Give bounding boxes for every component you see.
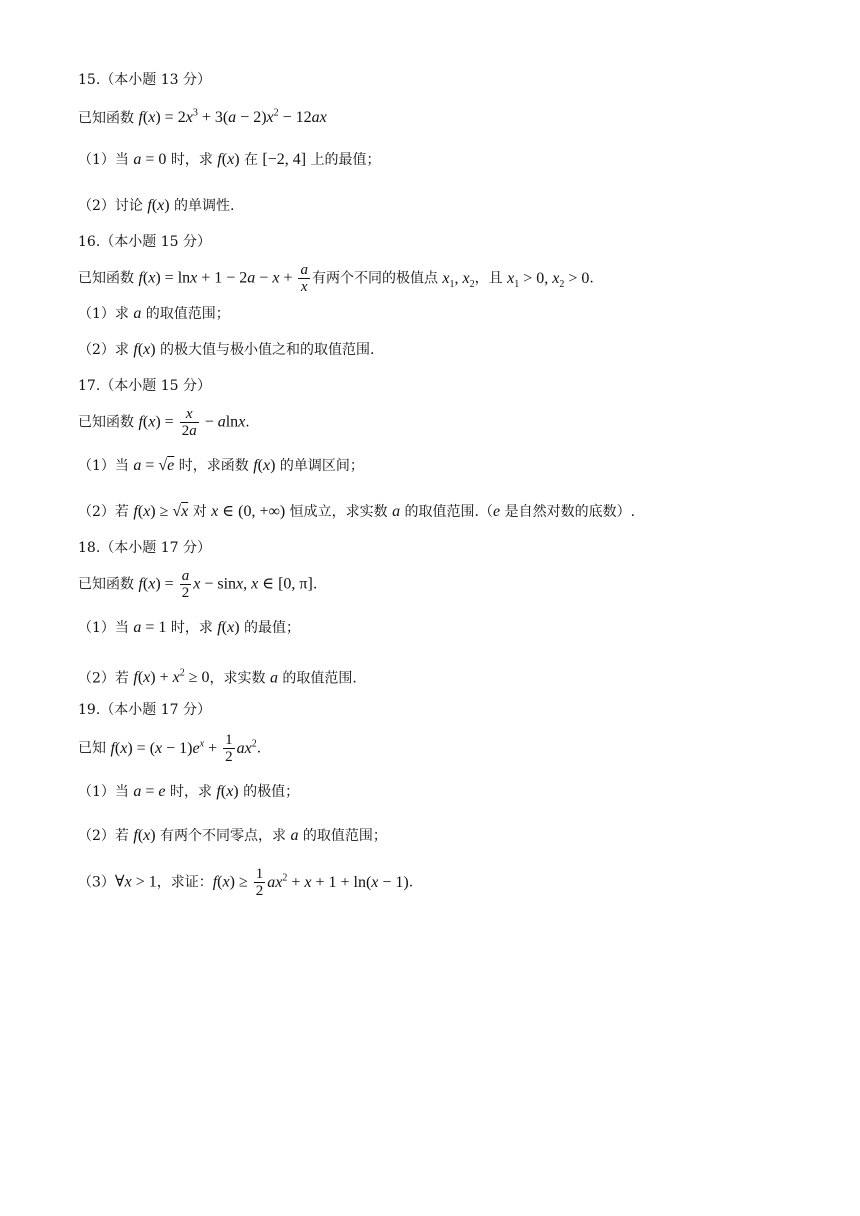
problem-18-part-1: （1）当 a = 1 时，求 f(x) 的最值； [78,619,300,636]
problem-16-header: 16.（本小题 15 分） [78,234,211,250]
problem-15-header: 15.（本小题 13 分） [78,72,211,88]
problem-15-part-1: （1）当 a = 0 时，求 f(x) 在 [−2, 4] 上的最值； [78,151,381,168]
problem-18-part-2: （2）若 $f(x) + x^2 \ge 0$，求实数 a 的取值范围. [78,668,357,687]
problem-18-stem: 已知函数 f(x) = $\frac{a}{2}$ x − sinx, x ∈ [0, π]. [78,568,318,601]
problem-16-part-2: （2）求 f(x) 的极大值与极小值之和的取值范围. [78,341,375,358]
problem-19-part-3: （3）∀x > 1，求证：f(x) ≥ $\frac{1}{2}$ $ax^2 + x + 1 + \ln(x - 1)$. [78,866,414,899]
problem-17-header: 17.（本小题 15 分） [78,378,211,394]
problem-15-stem: 已知函数 $f(x) = 2x^3 + 3(a - 2)x^2 - 12ax$ [78,108,327,127]
problem-16-stem: 已知函数 f(x) = lnx + 1 − 2a − x + $\frac{a}{x}$ 有两个不同的极值点 $x_1$, $x_2$，且 $x_1 > 0$, $x_2 > 0$. [78,262,594,295]
problem-19-part-2: （2）若 f(x) 有两个不同零点，求 a 的取值范围； [78,827,387,844]
problem-19-stem: 已知 $f(x) = (x - 1)e^x$ + $\frac{1}{2}$ $ax^2$. [78,732,262,765]
problem-19-part-1: （1）当 a = e 时，求 f(x) 的极值； [78,783,300,800]
problem-15-part-2: （2）讨论 f(x) 的单调性. [78,197,235,214]
problem-18-header: 18.（本小题 17 分） [78,540,211,556]
problem-17-part-2: （2）若 f(x) ≥ √x 对 x ∈ (0, +∞) 恒成立，求实数 a 的取值范围.（e 是自然对数的底数）. [78,503,636,520]
problem-16-part-1: （1）求 a 的取值范围； [78,305,230,322]
problem-15-stem-text: 已知函数 [78,110,139,127]
problem-17-part-1: （1）当 a = √e 时，求函数 f(x) 的单调区间； [78,457,364,474]
problem-19-header: 19.（本小题 17 分） [78,702,211,718]
problem-17-stem: 已知函数 f(x) = $\frac{x}{2a}$ − alnx. [78,406,250,439]
